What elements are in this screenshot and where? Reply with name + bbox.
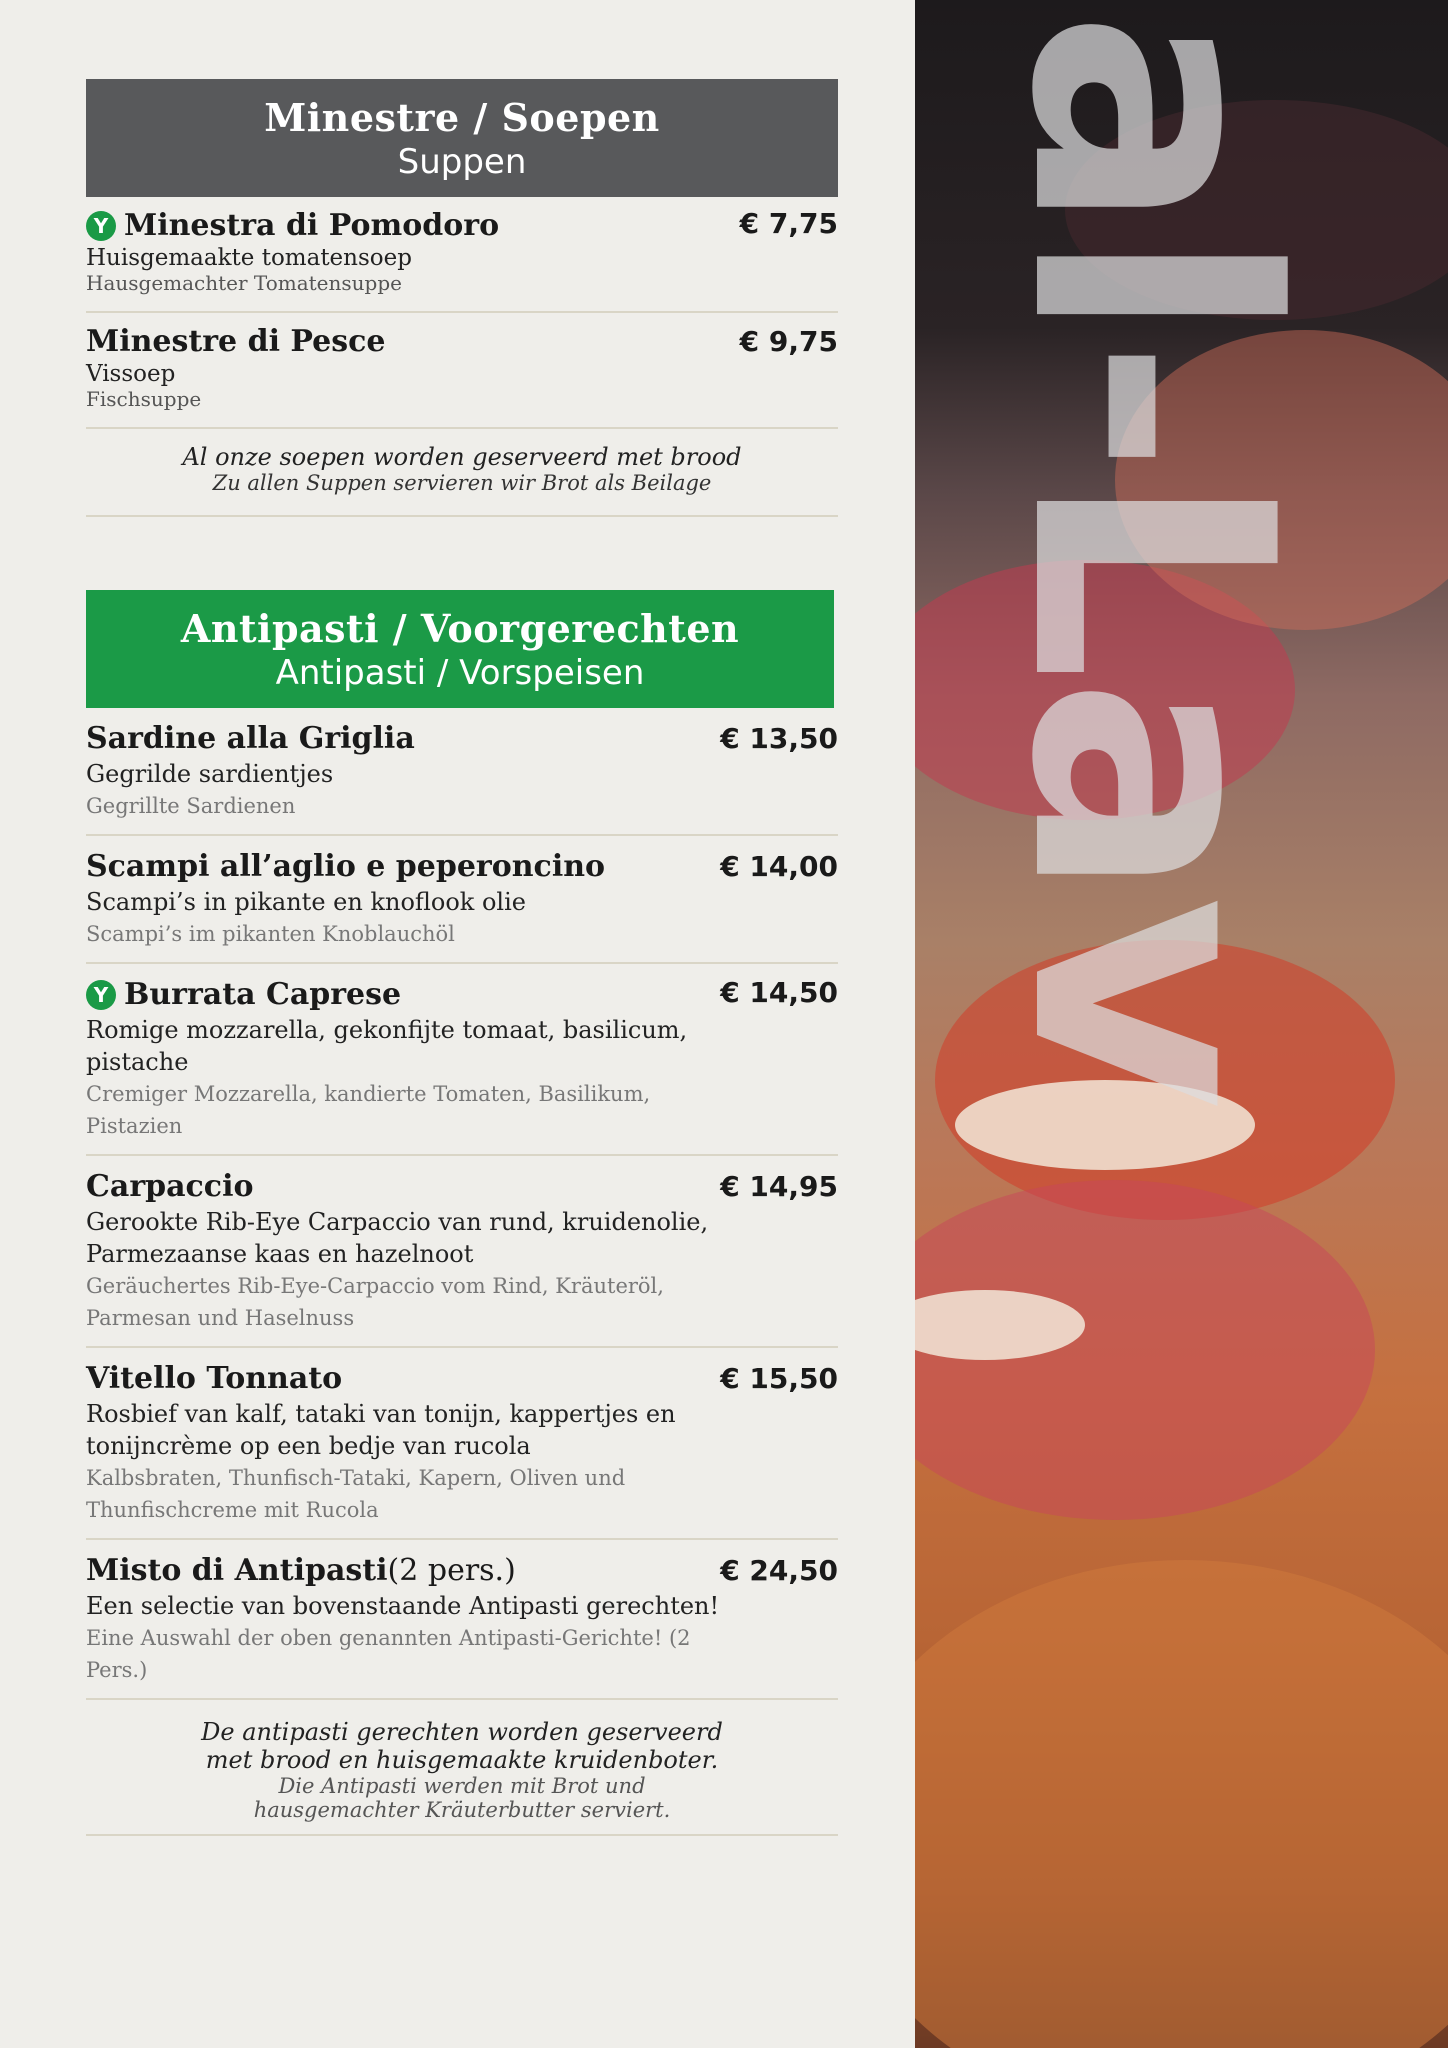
item-name xyxy=(86,848,605,886)
menu-item xyxy=(86,708,838,836)
item-price: € 7,75 xyxy=(739,207,838,240)
item-name xyxy=(86,207,499,245)
antipasti-section xyxy=(86,590,838,1836)
item-description-de: Cremiger Mozzarella, kandierte Tomaten, Basilikum, Pistazien xyxy=(86,1082,651,1138)
item-name xyxy=(86,720,415,758)
soups-subtitle: Suppen xyxy=(397,142,527,182)
soups-section xyxy=(86,79,838,517)
item-price: € 13,50 xyxy=(720,722,838,755)
item-description-nl: Gerookte Rib-Eye Carpaccio van rund, kruidenolie, Parmezaanse kaas en hazelnoot xyxy=(86,1208,709,1268)
antipasti-note xyxy=(86,1700,838,1836)
soups-note xyxy=(86,429,838,517)
item-name-text: Minestre di Pesce xyxy=(86,324,386,359)
menu-item xyxy=(86,1540,838,1700)
item-description-de: Geräuchertes Rib-Eye-Carpaccio vom Rind, Kräuteröl, Parmesan und Haselnuss xyxy=(86,1274,664,1330)
item-name-text: Minestra di Pomodoro xyxy=(124,208,500,243)
menu-item xyxy=(86,964,838,1156)
item-name-text: Sardine alla Griglia xyxy=(86,721,415,756)
leaf-icon: Y xyxy=(86,211,116,241)
menu-item xyxy=(86,313,838,429)
item-description-nl: Een selectie van bovenstaande Antipasti gerechten! xyxy=(86,1592,720,1620)
item-name xyxy=(86,323,386,361)
item-name xyxy=(86,1552,516,1590)
menu-item xyxy=(86,836,838,964)
item-name-text: Scampi all’aglio e peperoncino xyxy=(86,849,606,884)
soups-title: Minestre / Soepen xyxy=(264,95,660,140)
item-name xyxy=(86,976,401,1014)
item-price: € 14,95 xyxy=(720,1170,838,1203)
item-price: € 24,50 xyxy=(720,1554,838,1587)
item-price: € 14,50 xyxy=(720,976,838,1009)
item-description-nl: Romige mozzarella, gekonfijte tomaat, basilicum, pistache xyxy=(86,1016,688,1076)
item-head xyxy=(86,720,838,758)
item-description-nl: Gegrilde sardientjes xyxy=(86,760,334,788)
item-price: € 9,75 xyxy=(739,325,838,358)
item-head xyxy=(86,1360,838,1398)
item-name xyxy=(86,1360,342,1398)
menu-item xyxy=(86,1156,838,1348)
antipasti-note-nl-line-2: met brood en huisgemaakte kruidenboter. xyxy=(205,1746,719,1774)
item-description-de: Gegrillte Sardienen xyxy=(86,794,296,818)
antipasti-subtitle: Antipasti / Vorspeisen xyxy=(275,653,645,693)
item-description-de: Kalbsbraten, Thunfisch-Tataki, Kapern, Oliven und Thunfischcreme mit Rucola xyxy=(86,1466,626,1522)
item-description-de: Eine Auswahl der oben genannten Antipasti-Gerichte! (2 Pers.) xyxy=(86,1626,691,1682)
item-description-nl: Huisgemaakte tomatensoep xyxy=(86,245,412,271)
item-description-nl: Rosbief van kalf, tataki van tonijn, kappertjes en tonijncrème op een bedje van rucola xyxy=(86,1400,676,1460)
menu-item xyxy=(86,1348,838,1540)
item-description-de: Hausgemachter Tomatensuppe xyxy=(86,271,402,295)
item-head xyxy=(86,848,838,886)
item-description-nl: Scampi’s in pikante en knoflook olie xyxy=(86,888,526,916)
soups-note-nl: Al onze soepen worden geserveerd met brood xyxy=(182,443,742,471)
soups-header xyxy=(86,79,838,197)
item-head xyxy=(86,1552,838,1590)
item-name-text: Burrata Caprese xyxy=(124,977,402,1012)
antipasti-note-nl-line-1: De antipasti gerechten worden geserveerd xyxy=(201,1718,723,1746)
leaf-icon: Y xyxy=(86,980,116,1010)
item-head xyxy=(86,976,838,1014)
item-description-nl: Vissoep xyxy=(86,361,176,387)
item-name-text: Carpaccio xyxy=(86,1169,254,1204)
photo-shape xyxy=(915,1560,1448,2048)
menu-item xyxy=(86,197,838,313)
soups-note-de: Zu allen Suppen servieren wir Brot als Beilage xyxy=(212,471,712,495)
item-name-text: Vitello Tonnato xyxy=(86,1361,343,1396)
item-head xyxy=(86,323,838,361)
item-name-suffix: (2 pers.) xyxy=(387,1553,516,1588)
item-head xyxy=(86,207,838,245)
item-description-de: Scampi’s im pikanten Knoblauchöl xyxy=(86,922,455,946)
item-description-de: Fischsuppe xyxy=(86,387,202,411)
item-price: € 15,50 xyxy=(720,1362,838,1395)
antipasti-title: Antipasti / Voorgerechten xyxy=(180,606,740,651)
item-name xyxy=(86,1168,253,1206)
antipasti-note-de-line-1: Die Antipasti werden mit Brot und xyxy=(278,1774,646,1798)
vertical-brand-text: al-Lav xyxy=(959,10,1343,1107)
antipasti-note-de-line-2: hausgemachter Kräuterbutter serviert. xyxy=(253,1798,671,1822)
antipasti-header xyxy=(86,590,834,708)
item-name-text: Misto di Antipasti xyxy=(86,1553,388,1588)
item-head xyxy=(86,1168,838,1206)
item-price: € 14,00 xyxy=(720,850,838,883)
